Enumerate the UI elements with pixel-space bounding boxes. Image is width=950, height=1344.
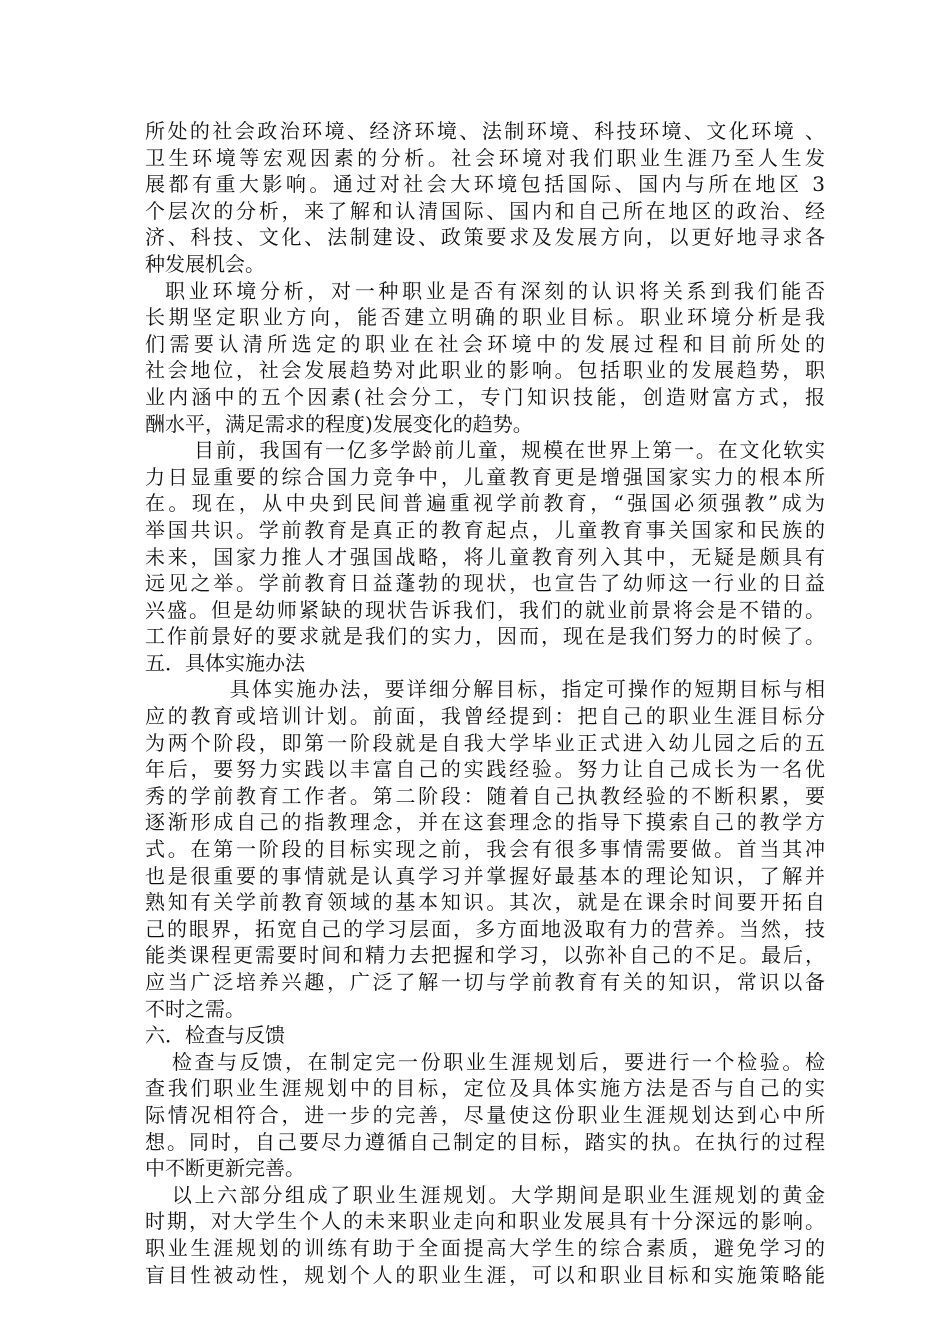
text-line: 式。在第一阶段的目标实现之前，我会有很多事情需要做。首当其冲	[145, 837, 825, 862]
text-line: 为两个阶段，即第一阶段就是自我大学毕业正式进入幼儿园之后的五	[145, 730, 825, 755]
text-line: 也是很重要的事情就是认真学习并掌握好最基本的理论知识，了解并	[145, 863, 825, 888]
text-line: 年后，要努力实践以丰富自己的实践经验。努力让自己成长为一名优	[145, 757, 825, 782]
text-line: 应的教育或培训计划。前面，我曾经提到：把自己的职业生涯目标分	[145, 704, 825, 729]
text-line: 在。现在，从中央到民间普遍重视学前教育，“强国必须强教”成为	[145, 491, 825, 516]
text-line: 际情况相符合，进一步的完善，尽量使这份职业生涯规划达到心中所	[145, 1102, 825, 1127]
text-line: 不时之需。	[145, 996, 245, 1021]
text-line: 时期，对大学生个人的未来职业走向和职业发展具有十分深远的影响。	[145, 1209, 825, 1234]
text-line: 长期坚定职业方向，能否建立明确的职业目标。职业环境分析是我	[145, 305, 825, 330]
text-line: 职业环境分析，对一种职业是否有深刻的认识将关系到我们能否	[145, 278, 825, 303]
text-line: 兴盛。但是幼师紧缺的现状告诉我们，我们的就业前景将会是不错的。	[145, 597, 825, 622]
text-line: 个层次的分析，来了解和认清国际、国内和自己所在地区的政治、经	[145, 198, 825, 223]
text-line: 查我们职业生涯规划中的目标，定位及具体实施方法是否与自己的实	[145, 1076, 825, 1101]
text-line: 秀的学前教育工作者。第二阶段：随着自己执教经验的不断积累，要	[145, 783, 825, 808]
text-line: 盲目性被动性，规划个人的职业生涯，可以和职业目标和实施策略能	[145, 1262, 825, 1287]
text-line: 目前，我国有一亿多学龄前儿童，规模在世界上第一。在文化软实	[145, 438, 825, 463]
text-line: 六．检查与反馈	[145, 1023, 285, 1048]
text-line: 中不断更新完善。	[145, 1156, 305, 1181]
text-line: 能类课程更需要时间和精力去把握和学习，以弥补自己的不足。最后，	[145, 943, 825, 968]
text-line: 未来，国家力推人才强国战略，将儿童教育列入其中，无疑是颇具有	[145, 544, 825, 569]
text-line: 举国共识。学前教育是真正的教育起点，儿童教育事关国家和民族的	[145, 517, 825, 542]
text-line: 逐渐形成自己的指教理念，并在这套理念的指导下摸索自己的教学方	[145, 810, 825, 835]
text-line: 种发展机会。	[145, 251, 265, 276]
text-line: 工作前景好的要求就是我们的实力，因而，现在是我们努力的时候了。	[145, 624, 825, 649]
text-line: 熟知有关学前教育领域的基本知识。其次，就是在课余时间要开拓自	[145, 890, 825, 915]
text-line: 们需要认清所选定的职业在社会环境中的发展过程和目前所处的	[145, 331, 825, 356]
text-line: 己的眼界，拓宽自己的学习层面，多方面地汲取有力的营养。当然，技	[145, 916, 825, 941]
text-line: 展都有重大影响。通过对社会大环境包括国际、国内与所在地区 3	[145, 172, 825, 197]
text-line: 力日显重要的综合国力竞争中，儿童教育更是增强国家实力的根本所	[145, 464, 825, 489]
text-line: 社会地位，社会发展趋势对此职业的影响。包括职业的发展趋势，职	[145, 358, 825, 383]
text-line: 检查与反馈，在制定完一份职业生涯规划后，要进行一个检验。检	[145, 1049, 825, 1074]
text-line: 想。同时，自己要尽力遵循自己制定的目标，踏实的执。在执行的过程	[145, 1129, 825, 1154]
document-body	[145, 118, 825, 1288]
text-line: 济、科技、文化、法制建设、政策要求及发展方向，以更好地寻求各	[145, 225, 825, 250]
text-line: 五．具体实施办法	[145, 650, 305, 675]
text-line: 以上六部分组成了职业生涯规划。大学期间是职业生涯规划的黄金	[145, 1182, 825, 1207]
text-line: 应当广泛培养兴趣，广泛了解一切与学前教育有关的知识，常识以备	[145, 970, 825, 994]
text-line: 所处的社会政治环境、经济环境、法制环境、科技环境、文化环境 、	[145, 119, 825, 143]
text-line: 业内涵中的五个因素(社会分工，专门知识技能，创造财富方式，报	[145, 384, 825, 409]
text-line: 酬水平，满足需求的程度)发展变化的趋势。	[145, 411, 533, 436]
text-line: 远见之举。学前教育日益蓬勃的现状，也宣告了幼师这一行业的日益	[145, 571, 825, 596]
text-line: 具体实施办法，要详细分解目标，指定可操作的短期目标与相	[145, 677, 825, 702]
text-line: 卫生环境等宏观因素的分析。社会环境对我们职业生涯乃至人生发	[145, 145, 825, 170]
text-line: 职业生涯规划的训练有助于全面提高大学生的综合素质，避免学习的	[145, 1235, 825, 1260]
